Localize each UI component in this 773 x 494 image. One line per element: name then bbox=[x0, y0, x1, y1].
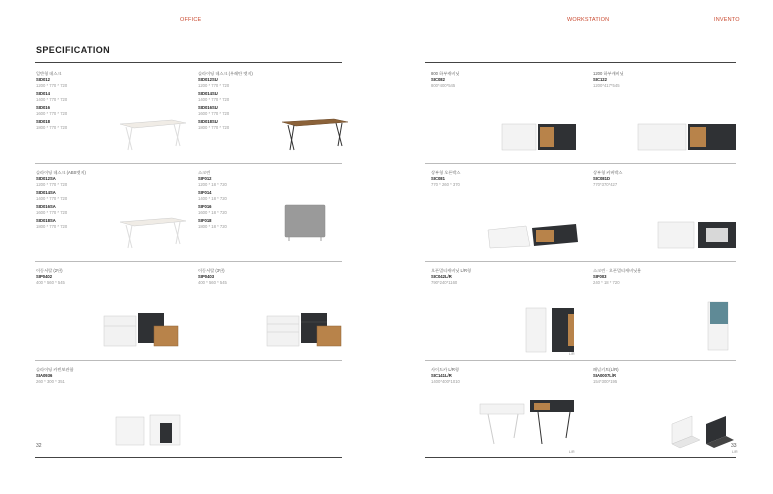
product-code: SIC141L/R bbox=[431, 373, 452, 378]
product-code: SID018 bbox=[36, 119, 50, 124]
product-dimensions: 1200 * 18 * 720 bbox=[198, 182, 227, 187]
spec-cell-cabinet-1200 bbox=[593, 71, 624, 89]
cover-box-image bbox=[656, 218, 740, 250]
product-code: SIA0007L/R bbox=[593, 373, 617, 378]
divider bbox=[35, 457, 342, 458]
product-dimensions: 1200 * 770 * 720 bbox=[36, 182, 68, 187]
spec-cell-cabin-storage bbox=[36, 367, 74, 385]
product-name: 이동서랍 (2단) bbox=[36, 268, 63, 273]
divider bbox=[35, 163, 342, 164]
product-name: 상부형 커버박스 bbox=[593, 170, 623, 175]
product-code: SID012SA bbox=[36, 176, 56, 181]
product-dimensions: 1400 * 770 * 720 bbox=[36, 97, 68, 102]
screen-multi-cabinet-image bbox=[704, 298, 738, 354]
product-dimensions: 1600 * 18 * 720 bbox=[198, 210, 227, 215]
product-name: 사이드카 L/R형 bbox=[431, 367, 459, 372]
product-name: 슬라이딩 데스크 (ABS엣지) bbox=[36, 170, 86, 175]
spec-cell-open-multi-cabinet bbox=[431, 268, 471, 286]
spec-cell-panel-kit bbox=[593, 367, 619, 385]
spec-cell-sidecar bbox=[431, 367, 460, 385]
divider bbox=[425, 163, 736, 164]
product-code: SID016 bbox=[36, 105, 50, 110]
product-dimensions: 240 * 18 * 720 bbox=[593, 280, 620, 285]
divider bbox=[35, 360, 342, 361]
product-dimensions: 1400 * 770 * 720 bbox=[198, 97, 230, 102]
product-dimensions: 1600 * 770 * 720 bbox=[198, 111, 230, 116]
product-code: SID012SU bbox=[198, 77, 218, 82]
product-dimensions: 1400 * 18 * 720 bbox=[198, 196, 227, 201]
product-code: SIF003 bbox=[593, 274, 607, 279]
product-dimensions: 770 * 260 * 370 bbox=[431, 182, 460, 187]
product-dimensions: 260 * 300 * 351 bbox=[36, 379, 65, 384]
header-office-label: OFFICE bbox=[180, 17, 202, 23]
sidecar-image bbox=[478, 398, 578, 448]
panel-kit-image bbox=[670, 414, 738, 450]
product-code: SIP0402 bbox=[36, 274, 53, 279]
product-dimensions: 1200 * 770 * 720 bbox=[36, 83, 68, 88]
divider bbox=[35, 62, 342, 63]
product-dimensions: 1200*417*545 bbox=[593, 83, 620, 88]
pedestal-3-drawer-image bbox=[265, 312, 345, 348]
product-name: 이동서랍 (3단) bbox=[198, 268, 225, 273]
header-invento-label: INVENTO bbox=[714, 17, 740, 23]
desk-white-abs-image bbox=[118, 214, 188, 254]
open-multi-cabinet-image bbox=[524, 304, 580, 354]
page-number-right: 33 bbox=[731, 443, 737, 449]
spec-cell-sliding-desk-urethane bbox=[198, 71, 253, 131]
product-code: SID012 bbox=[36, 77, 50, 82]
spec-cell-cabinet-800 bbox=[431, 71, 459, 89]
lr-note: L/R bbox=[569, 352, 575, 356]
product-dimensions: 1400*400*1010 bbox=[431, 379, 460, 384]
cabin-storage-image bbox=[114, 413, 184, 449]
product-name: 스크린 bbox=[198, 170, 211, 175]
desk-wood-image bbox=[280, 116, 350, 156]
product-code: SID016SA bbox=[36, 204, 56, 209]
product-dimensions: 1800 * 18 * 720 bbox=[198, 224, 227, 229]
spec-cell-open-box bbox=[431, 170, 460, 188]
product-dimensions: 400 * 560 * 545 bbox=[36, 280, 65, 285]
screen-panel-image bbox=[283, 204, 329, 244]
product-name: 슬라이딩 데스크 (우레탄 엣지) bbox=[198, 71, 253, 76]
product-code: SIF014 bbox=[198, 190, 212, 195]
product-name: 스크린 · 오픈멀티캐비닛용 bbox=[593, 268, 642, 273]
product-code: SIC082 bbox=[431, 77, 445, 82]
product-dimensions: 1400 * 770 * 720 bbox=[36, 196, 68, 201]
product-name: 오픈멀티캐비닛 L/R형 bbox=[431, 268, 472, 273]
divider bbox=[425, 261, 736, 262]
product-code: SIF016 bbox=[198, 204, 212, 209]
product-code: SIP0403 bbox=[198, 274, 215, 279]
product-dimensions: 800*400*545 bbox=[431, 83, 456, 88]
lr-note: L/R bbox=[732, 450, 738, 454]
open-box-image bbox=[486, 222, 582, 252]
product-name: 800 하부캐비닛 bbox=[431, 71, 460, 76]
product-code: SIF018 bbox=[198, 218, 212, 223]
product-code: SIA0936 bbox=[36, 373, 53, 378]
divider bbox=[425, 62, 736, 63]
product-code: SIC081D bbox=[593, 176, 610, 181]
product-code: SID018SA bbox=[36, 218, 56, 223]
product-dimensions: 1600 * 770 * 720 bbox=[36, 111, 68, 116]
header-workstation-label: WORKSTATION bbox=[567, 17, 610, 23]
spec-cell-screen-multi bbox=[593, 268, 641, 286]
product-code: SID014 bbox=[36, 91, 50, 96]
cabinet-800-image bbox=[500, 120, 580, 156]
page-title: SPECIFICATION bbox=[36, 45, 111, 55]
divider bbox=[425, 457, 736, 458]
cabinet-1200-image bbox=[636, 120, 740, 156]
spec-cell-sliding-desk-abs bbox=[36, 170, 86, 230]
product-name: 상부형 오픈박스 bbox=[431, 170, 461, 175]
page-number-left: 32 bbox=[36, 443, 42, 449]
spec-cell-pedestal-2 bbox=[36, 268, 65, 286]
product-dimensions: 770*370*427 bbox=[593, 182, 618, 187]
product-code: SIC042L/R bbox=[431, 274, 452, 279]
product-name: 1200 하부캐비닛 bbox=[593, 71, 624, 76]
product-dimensions: 154*300*195 bbox=[593, 379, 618, 384]
product-dimensions: 400 * 560 * 545 bbox=[198, 280, 227, 285]
spec-cell-desk bbox=[36, 71, 67, 131]
product-code: SIC081 bbox=[431, 176, 445, 181]
product-dimensions: 1800 * 770 * 720 bbox=[198, 125, 230, 130]
product-code: SID016SU bbox=[198, 105, 218, 110]
pedestal-2-drawer-image bbox=[102, 312, 182, 348]
product-code: SID018SU bbox=[198, 119, 218, 124]
product-dimensions: 1200 * 770 * 720 bbox=[198, 83, 230, 88]
product-code: SID014SU bbox=[198, 91, 218, 96]
product-dimensions: 790*240*1160 bbox=[431, 280, 458, 285]
divider bbox=[425, 360, 736, 361]
spec-cell-cover-box bbox=[593, 170, 622, 188]
product-dimensions: 1800 * 770 * 720 bbox=[36, 125, 68, 130]
product-code: SIC122 bbox=[593, 77, 607, 82]
product-code: SIF012 bbox=[198, 176, 212, 181]
product-name: 일반형 데스크 bbox=[36, 71, 62, 76]
spec-cell-pedestal-3 bbox=[198, 268, 227, 286]
product-name: 슬라이딩 카빈보관함 bbox=[36, 367, 74, 372]
lr-note: L/R bbox=[569, 450, 575, 454]
spec-cell-screen bbox=[198, 170, 227, 230]
product-dimensions: 1600 * 770 * 720 bbox=[36, 210, 68, 215]
product-dimensions: 1800 * 770 * 720 bbox=[36, 224, 68, 229]
divider bbox=[35, 261, 342, 262]
desk-white-image bbox=[118, 116, 188, 156]
product-name: 패널키트(L/R) bbox=[593, 367, 619, 372]
product-code: SID014SA bbox=[36, 190, 56, 195]
